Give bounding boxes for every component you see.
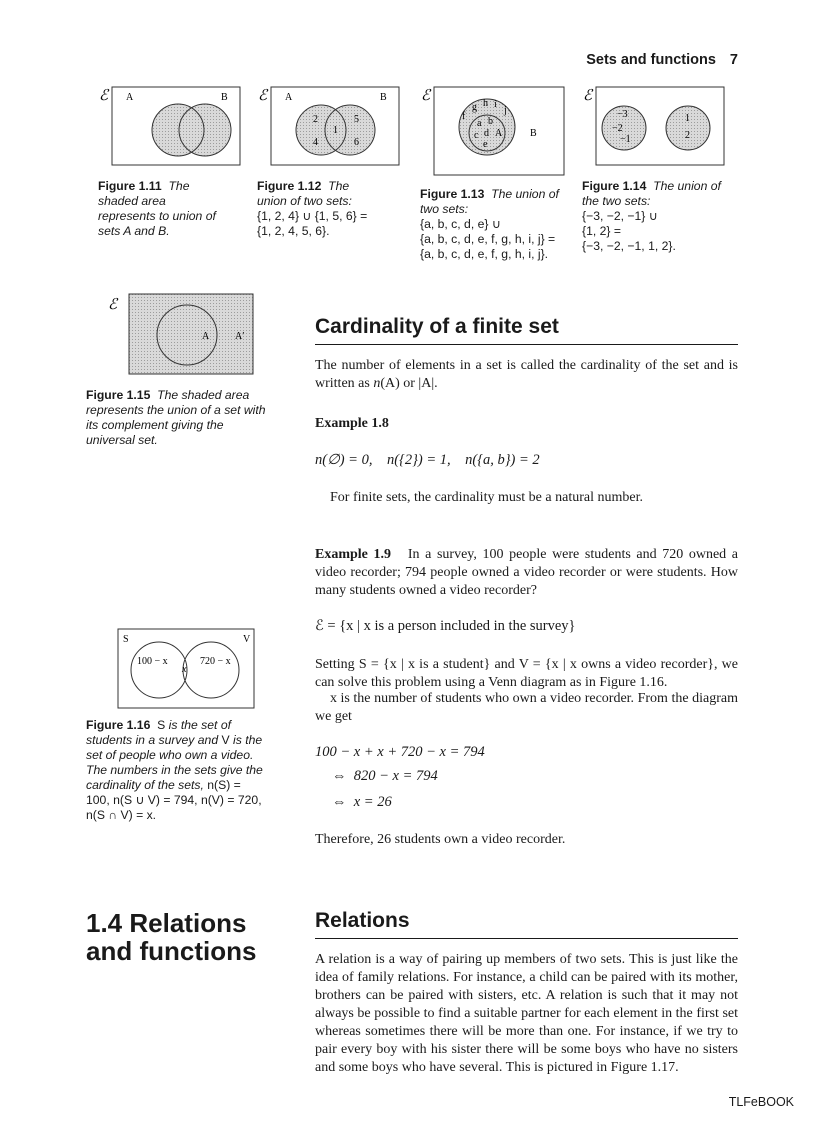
caption-line: {1, 2} = bbox=[582, 224, 621, 238]
element-letter: b bbox=[488, 116, 493, 127]
caption-text: The shaded area represents the union of a set with its complement giving the universal set. bbox=[86, 388, 266, 447]
universal-set-symbol: ℰ bbox=[583, 88, 593, 104]
section-title bbox=[86, 909, 301, 965]
element-letter: a bbox=[477, 118, 482, 129]
set-label-a: A bbox=[285, 92, 293, 103]
figure-1-12-caption bbox=[257, 179, 375, 239]
example-1-9-label: Example 1.9 bbox=[315, 547, 392, 562]
x-definition-paragraph: x is the number of students who own a video recorder. From the diagram we get bbox=[315, 691, 738, 724]
figure-1-14 bbox=[580, 86, 726, 168]
caption-part: n(S) = 100, n(S ∪ V) = 794, n(V) = 720, n(S ∩ V) = x bbox=[86, 778, 262, 822]
setting-paragraph: Setting S = {x | x is a student} and V = {x | x owns a video recorder}, we can solve this problem using a Venn diagram as in Figure 1.16. bbox=[315, 657, 738, 690]
caption-line: {a, b, c, d, e, f, g, h, i, j}. bbox=[420, 247, 549, 261]
example-1-9-text: In a survey, 100 people were students and 720 owned a video recorder; 794 people owned a video recorder or were students. How many students owned a video recorder? bbox=[315, 547, 739, 598]
set-label-a: A bbox=[495, 128, 503, 139]
venn-diagram-union bbox=[96, 86, 242, 168]
caption-label: Figure 1.14 bbox=[582, 179, 647, 193]
caption-part: . bbox=[152, 808, 157, 822]
caption-text: The union of the two sets: bbox=[582, 179, 721, 208]
math-var: n bbox=[373, 376, 381, 391]
element-value: −1 bbox=[620, 134, 631, 145]
relations-section bbox=[315, 909, 738, 1077]
universal-set-definition: ℰ = {x | x is a person included in the survey} bbox=[315, 618, 576, 634]
figure-1-16-caption bbox=[86, 718, 266, 823]
section-heading: Cardinality of a finite set bbox=[315, 315, 738, 345]
set-label-v: V bbox=[243, 634, 251, 645]
figure-1-15-caption bbox=[86, 388, 266, 448]
element-letter: g bbox=[472, 102, 477, 113]
example-1-8-math: n(∅) = 0, n({2}) = 1, n({a, b}) = 2 bbox=[315, 452, 540, 468]
chapter-section-heading bbox=[86, 909, 301, 965]
region-value: 720 − x bbox=[200, 656, 231, 667]
paragraph: A relation is a way of pairing up members of two sets. This is just like the idea of family relations. For instance, a child can be paired with its mother, brothers can be paired with sisters, etc. A relation is such that it may not always be possible to find a suitable partner for each element in the first set whereas sometimes there will be more than one. For instance, if we try to pair every boy with his sister there will be some boys who have no sisters and some boys who have several. This is pictured in Figure 1.17. bbox=[315, 952, 738, 1075]
element-value: 2 bbox=[685, 130, 690, 141]
universal-set-symbol: ℰ bbox=[258, 88, 268, 104]
element-value: 6 bbox=[354, 137, 359, 148]
element-value: 1 bbox=[685, 113, 690, 124]
figure-1-13 bbox=[418, 86, 568, 178]
universal-set-symbol: ℰ bbox=[421, 88, 431, 104]
caption-label: Figure 1.15 bbox=[86, 388, 151, 402]
section-title-line1: Relations bbox=[129, 908, 247, 938]
set-label-a: A bbox=[202, 331, 210, 342]
section-heading: Relations bbox=[315, 909, 738, 939]
venn-diagram-survey bbox=[117, 628, 257, 710]
caption-line: {1, 2, 4, 5, 6}. bbox=[257, 224, 330, 238]
element-value: 1 bbox=[333, 125, 338, 136]
text-run: (A) or |A|. bbox=[380, 376, 438, 391]
element-letter: d bbox=[484, 128, 489, 139]
figure-1-11-caption bbox=[98, 179, 216, 239]
caption-part: is the set of people who own a video. The numbers in the sets give the cardinality of the sets, bbox=[86, 733, 263, 792]
venn-diagram-union-numbers bbox=[255, 86, 401, 168]
caption-part: S bbox=[157, 718, 166, 732]
figure-1-15 bbox=[96, 291, 256, 379]
universal-set-symbol: ℰ bbox=[99, 88, 109, 104]
equation-line: ⇔ 820 − x = 794 bbox=[332, 768, 438, 784]
section-title-line2: and functions bbox=[86, 936, 257, 966]
cardinality-section bbox=[315, 315, 738, 393]
caption-part: V bbox=[221, 733, 230, 747]
caption-text: The union of two sets: bbox=[420, 187, 559, 216]
section-number: 1.4 bbox=[86, 908, 123, 938]
caption-label: Figure 1.13 bbox=[420, 187, 485, 201]
finite-sets-note: For finite sets, the cardinality must be a natural number. bbox=[330, 490, 643, 505]
element-value: 5 bbox=[354, 114, 359, 125]
set-label-a: A bbox=[126, 92, 134, 103]
running-head bbox=[586, 52, 738, 68]
caption-line: {−3, −2, −1, 1, 2}. bbox=[582, 239, 676, 253]
element-letter: e bbox=[483, 139, 488, 150]
conclusion: Therefore, 26 students own a video recorder. bbox=[315, 832, 566, 847]
set-label-b: B bbox=[221, 92, 228, 103]
figure-1-12 bbox=[255, 86, 401, 168]
figure-1-11 bbox=[96, 86, 242, 168]
caption-label: Figure 1.12 bbox=[257, 179, 322, 193]
caption-line: {a, b, c, d, e} ∪ bbox=[420, 217, 501, 231]
region-value: 100 − x bbox=[137, 656, 168, 667]
caption-text: The union of two sets: bbox=[257, 179, 352, 208]
set-label-s: S bbox=[123, 634, 129, 645]
venn-diagram-disjoint bbox=[580, 86, 726, 168]
caption-part: is the set of students in a survey and bbox=[86, 718, 231, 747]
caption-label: Figure 1.11 bbox=[98, 179, 162, 193]
caption-text: The shaded area represents to union of sets A and B. bbox=[98, 179, 216, 238]
element-letter: c bbox=[474, 130, 479, 141]
equation-line: ⇔ x = 26 bbox=[332, 794, 392, 810]
element-value: −3 bbox=[617, 109, 628, 120]
caption-line: {1, 2, 4} ∪ {1, 5, 6} = bbox=[257, 209, 368, 223]
paragraph bbox=[315, 357, 738, 393]
example-1-9 bbox=[315, 546, 738, 600]
element-value: 4 bbox=[313, 137, 318, 148]
equation-line: 100 − x + x + 720 − x = 794 bbox=[315, 744, 485, 760]
caption-line: {a, b, c, d, e, f, g, h, i, j} = bbox=[420, 232, 556, 246]
figure-1-13-caption bbox=[420, 187, 570, 262]
region-value: x bbox=[182, 664, 187, 675]
element-value: −2 bbox=[612, 123, 623, 134]
caption-line: {−3, −2, −1} ∪ bbox=[582, 209, 658, 223]
element-letter: i bbox=[494, 99, 497, 110]
figure-1-16 bbox=[117, 628, 257, 710]
footer-watermark: TLFeBOOK bbox=[728, 1095, 794, 1109]
text-run: The number of elements in a set is called the cardinality of the set and is written as bbox=[315, 358, 738, 391]
set-label-b: B bbox=[380, 92, 387, 103]
element-letter: f bbox=[462, 111, 466, 122]
running-title: Sets and functions bbox=[586, 52, 716, 68]
venn-diagram-subset bbox=[418, 86, 568, 178]
figure-1-14-caption bbox=[582, 179, 732, 254]
set-label-b: B bbox=[530, 128, 537, 139]
element-value: 2 bbox=[313, 114, 318, 125]
element-letter: j bbox=[504, 105, 507, 116]
caption-label: Figure 1.16 bbox=[86, 718, 151, 732]
complement-label: A′ bbox=[235, 331, 245, 342]
element-letter: h bbox=[483, 98, 488, 109]
page-number: 7 bbox=[729, 52, 738, 68]
example-1-8-label: Example 1.8 bbox=[315, 416, 389, 431]
venn-diagram-complement bbox=[96, 291, 256, 379]
universal-set-symbol: ℰ bbox=[108, 297, 118, 313]
